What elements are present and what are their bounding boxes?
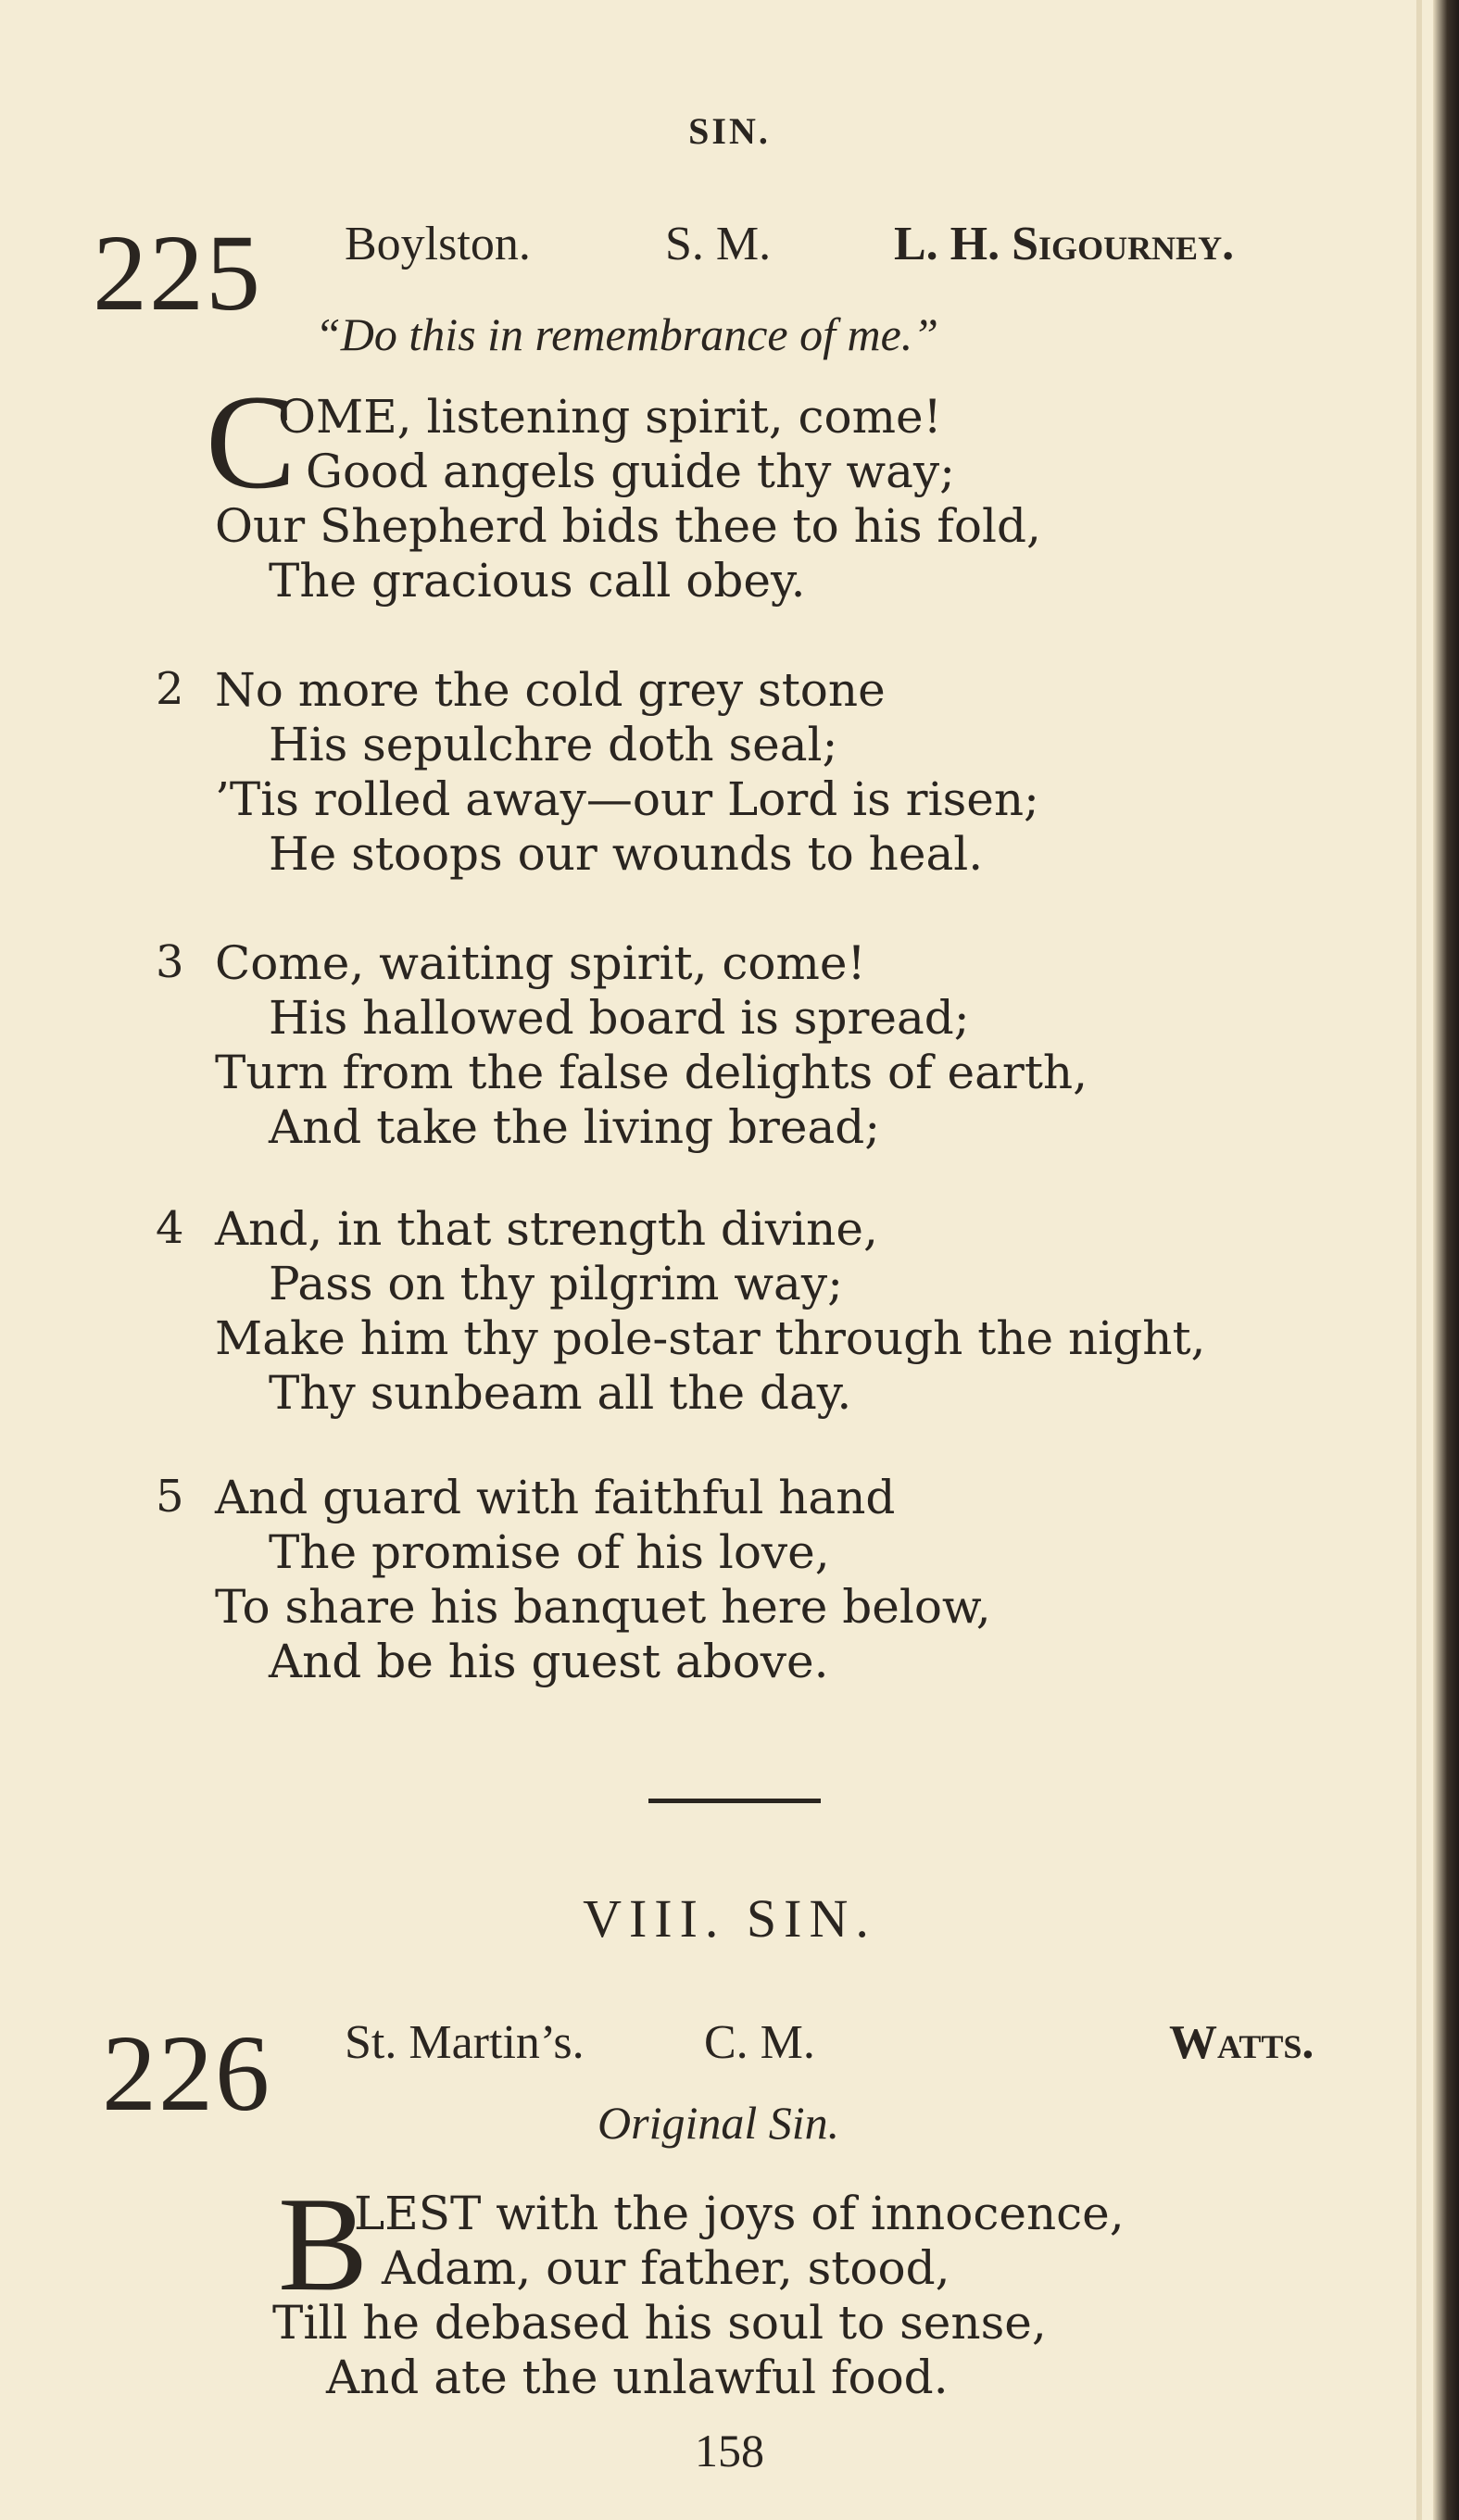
verse-line: To share his banquet here below, <box>215 1580 991 1634</box>
verse-line: Adam, our father, stood, <box>382 2241 950 2295</box>
verse-line: And guard with faithful hand <box>215 1471 896 1524</box>
drop-cap: C <box>206 367 296 517</box>
hymn-author: L. H. Sigourney. <box>894 218 1235 270</box>
verse-line: Turn from the false delights of earth, <box>215 1046 1088 1099</box>
verse-line: ’Tis rolled away—our Lord is risen; <box>215 772 1039 826</box>
hymn-tune: Boylston. <box>345 218 531 270</box>
verse-line: And ate the unlawful food. <box>326 2351 949 2404</box>
hymn-subtitle: Original Sin. <box>597 2097 840 2149</box>
drop-cap: B <box>278 2169 369 2319</box>
hymn-meter: C. M. <box>704 2016 815 2069</box>
verse-line: Pass on thy pilgrim way; <box>269 1257 843 1310</box>
verse-line: And, in that strength divine, <box>215 1202 878 1256</box>
verse-line: He stoops our wounds to heal. <box>269 827 984 881</box>
hymn-meter: S. M. <box>665 218 772 270</box>
verse-line: And be his guest above. <box>269 1635 829 1688</box>
page-binding-edge <box>1433 0 1459 2520</box>
hymn-subtitle: “Do this in remembrance of me.” <box>315 308 939 360</box>
verse-line: No more the cold grey stone <box>215 663 886 717</box>
verse-line: His hallowed board is spread; <box>269 991 970 1045</box>
page-number: 158 <box>695 2425 764 2476</box>
verse-line: And take the living bread; <box>269 1100 881 1154</box>
verse-line: Till he debased his soul to sense, <box>272 2296 1047 2350</box>
page-edge-shadow <box>1416 0 1422 2520</box>
verse-line: Good angels guide thy way; <box>306 445 956 498</box>
verse-number: 2 <box>156 663 184 715</box>
verse-line: The gracious call obey. <box>269 554 806 608</box>
hymn-number: 226 <box>102 2012 271 2134</box>
verse-line: Thy sunbeam all the day. <box>269 1366 852 1420</box>
running-head: SIN. <box>688 110 771 152</box>
hymn-tune: St. Martin’s. <box>345 2016 585 2069</box>
verse-line: Come, waiting spirit, come! <box>215 936 866 990</box>
verse-line: Our Shepherd bids thee to his fold, <box>215 499 1041 553</box>
section-heading: VIII. SIN. <box>583 1888 876 1949</box>
verse-line: The promise of his love, <box>269 1525 830 1579</box>
verse-line: Make him thy pole-star through the night, <box>215 1311 1206 1365</box>
verse-number: 3 <box>156 936 184 988</box>
hymn-author: Watts. <box>1169 2016 1314 2069</box>
verse-line: His sepulchre doth seal; <box>269 718 838 771</box>
verse-line: OME, listening spirit, come! <box>278 390 942 444</box>
verse-number: 4 <box>156 1202 184 1254</box>
hymn-number: 225 <box>93 212 262 333</box>
verse-line: LEST with the joys of innocence, <box>354 2187 1125 2240</box>
verse-number: 5 <box>156 1471 184 1523</box>
section-divider <box>648 1799 821 1803</box>
